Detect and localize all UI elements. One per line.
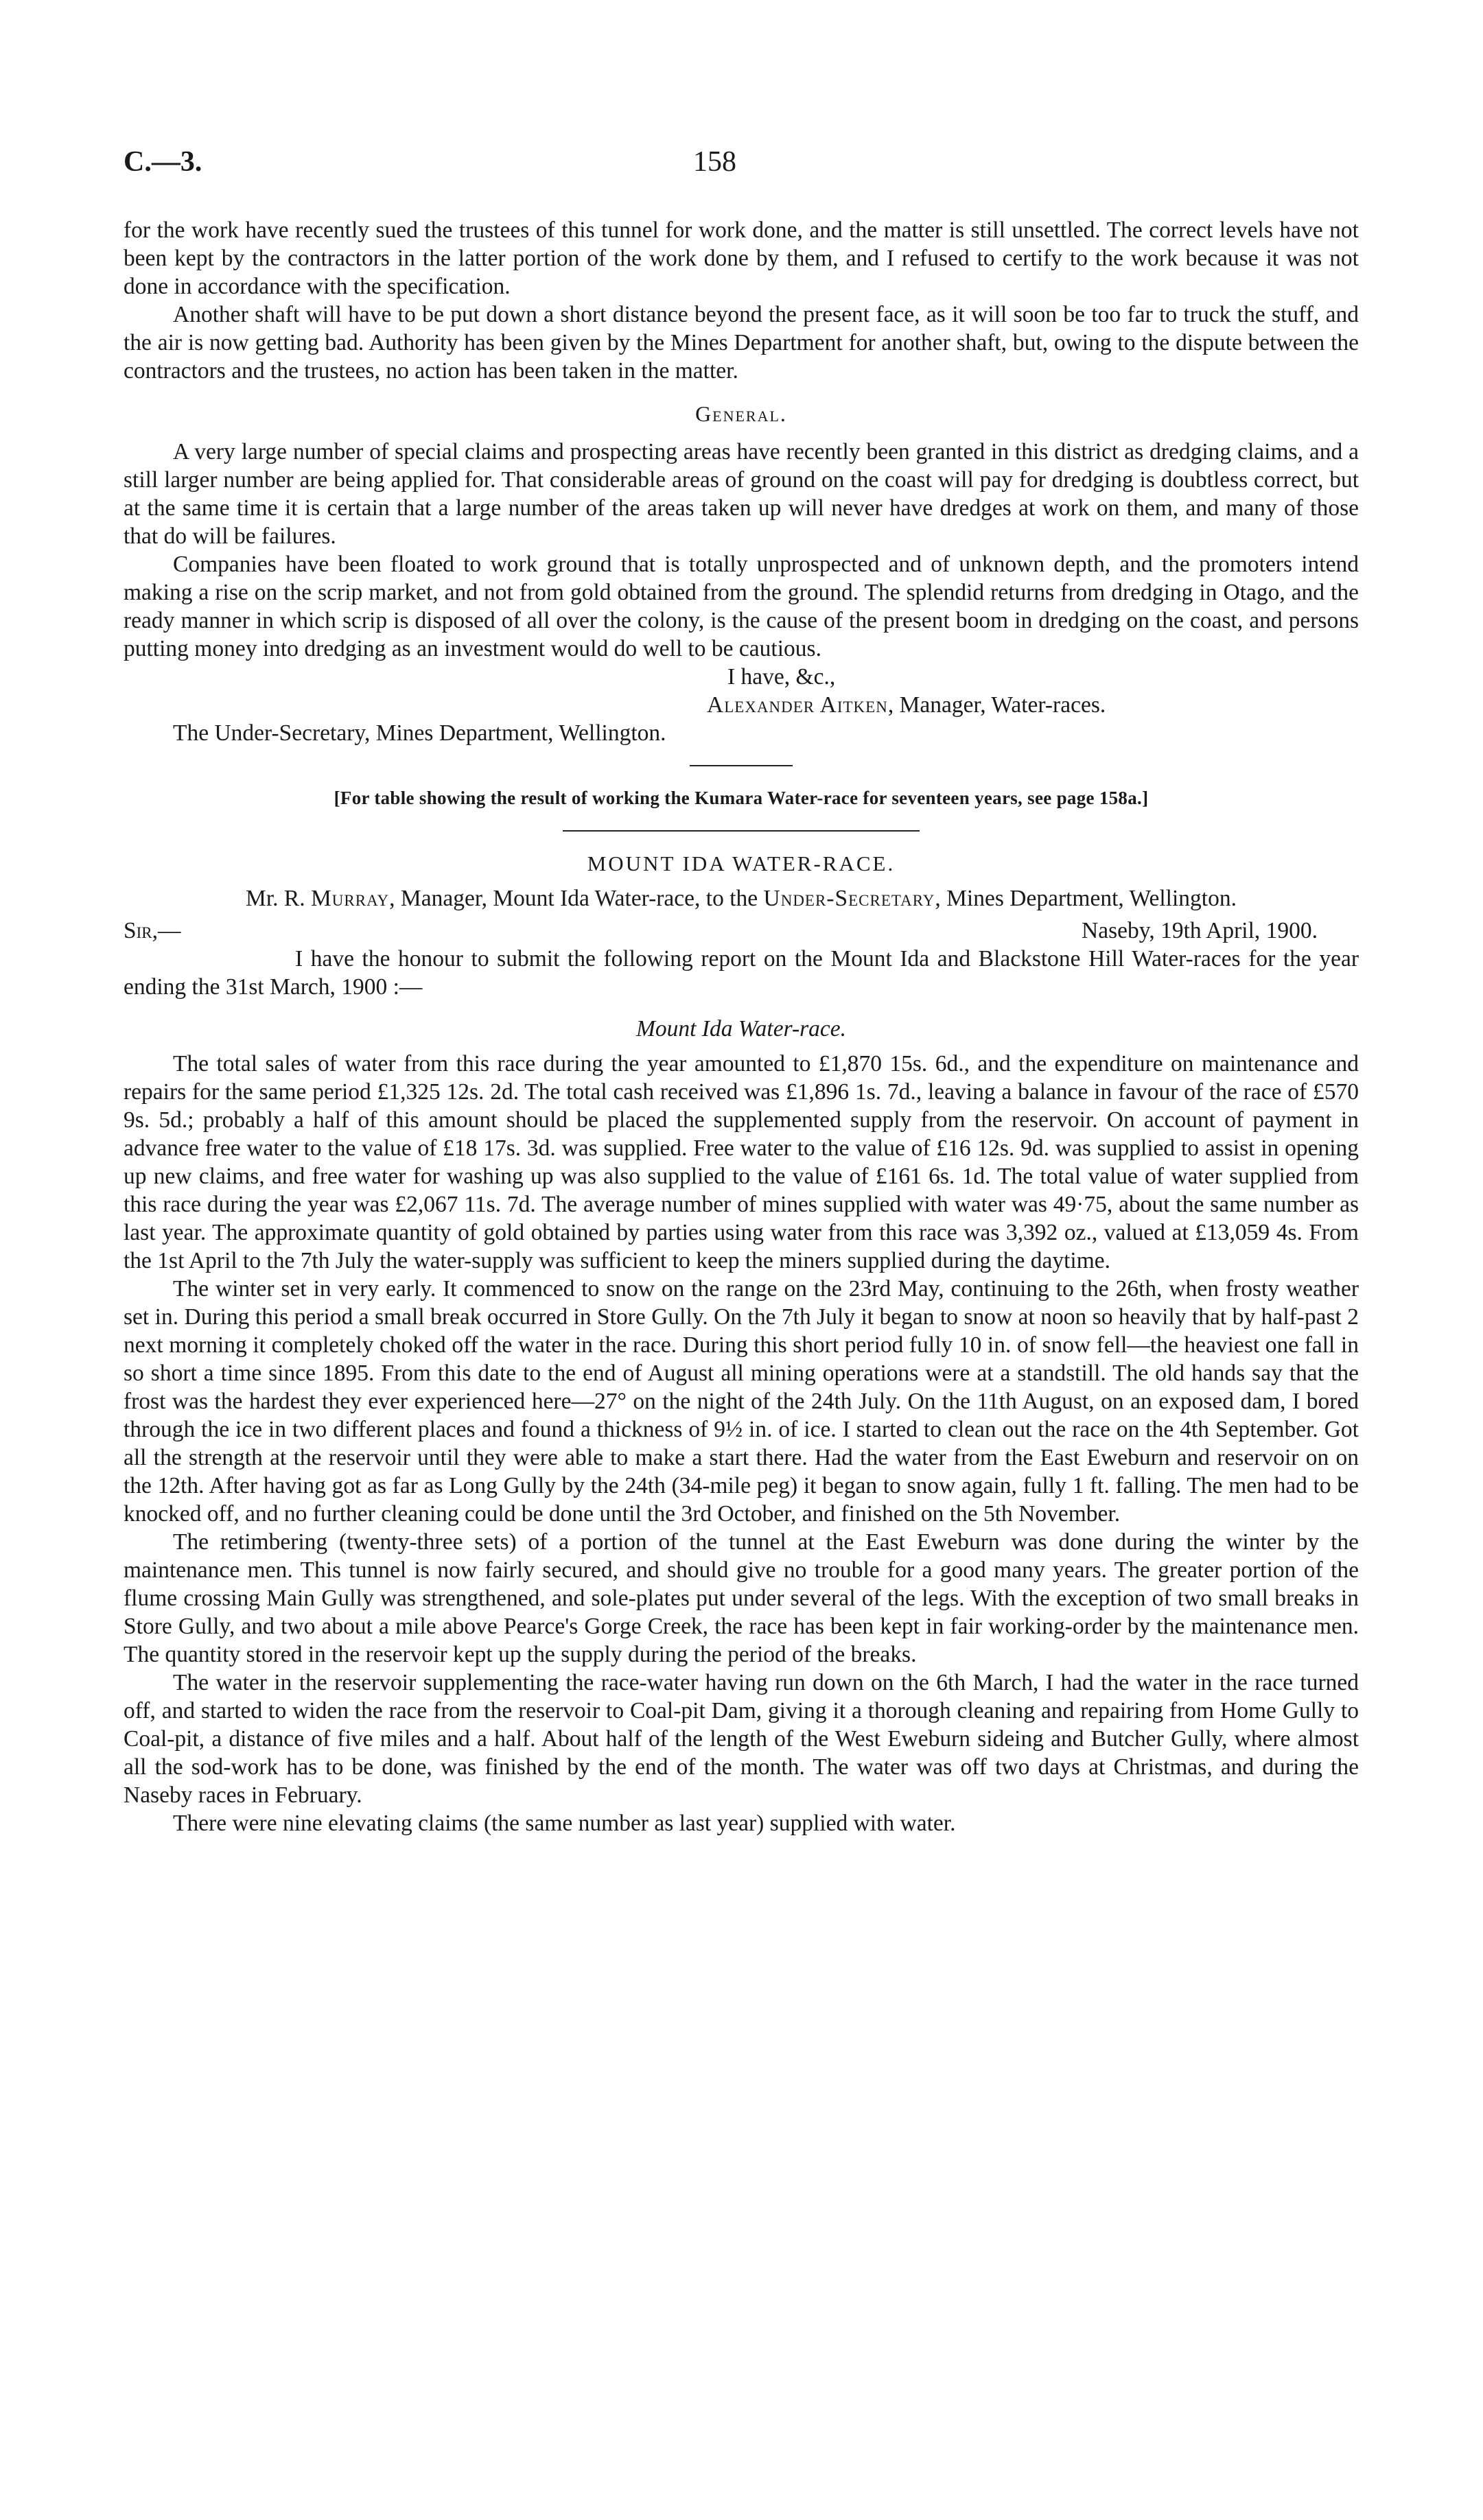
page-number: 158: [693, 146, 736, 178]
mount-ida-paragraph-4: The water in the reservoir supplementing the race-water having run down on the 6th March, I had the water in the race turned off, and started to widen the race from the reservoir to Coal-pit Dam, giving it a thorough cleaning and repairing from Home Gully to Coal-pit, a distance of five miles and a half. About half of the length of the West Eweburn sideing and Butcher Gully, where almost all the sod-work has to be done, was finished by the end of the month. The water was off two days at Christmas, and during the Naseby races in February.: [124, 1670, 1359, 1808]
salutation-row: [124, 917, 1359, 945]
general-heading: General.: [695, 401, 787, 426]
general-paragraph-1: A very large number of special claims and prospecting areas have recently been granted in this district as dredging claims, and a still larger number are being applied for. That considerable areas of ground on the coast will pay for dredging is doubtless correct, but at the same time it is certain that a large number of the areas taken up will never have dredges at work on them, and many of those that do will be failures.: [124, 439, 1359, 549]
signature-line: [707, 691, 1359, 719]
continuation-paragraph-1: for the work have recently sued the trustees of this tunnel for work done, and the matter is still unsettled. The correct levels have not been kept by the contractors in the latter portion of the work done by them, and I refused to certify to the work because it was not done in accordance with the specification.: [124, 217, 1359, 299]
letter-date: Naseby, 19th April, 1900.: [1082, 918, 1318, 943]
letter-from-to: [124, 884, 1359, 912]
page-header: [124, 148, 1359, 189]
mount-ida-title: MOUNT IDA WATER-RACE.: [587, 851, 896, 875]
document-code: C.—3.: [124, 146, 202, 178]
divider-long: [563, 830, 920, 832]
mount-ida-paragraph-1: The total sales of water from this race during the year amounted to £1,870 15s. 6d., and the expenditure on maintenance and repairs for the same period £1,325 12s. 2d. The total cash received was £1,896 1s. 7d., leaving a balance in favour of the race of £570 9s. 5d.; probably a half of this amount should be placed the supplemented supply from the reservoir. On account of payment in advance free water to the value of £18 17s. 3d. was supplied. Free water to the value of £16 12s. 9d. was supplied to assist in opening up new claims, and free water for washing up was also supplied to the value of £161 6s. 1d. The total value of water supplied from this race during the year was £2,067 11s. 7d. The average number of mines supplied with water was 49·75, about the same number as last year. The approximate quantity of gold obtained by parties using water from this race was 3,392 oz., valued at £13,059 4s. From the 1st April to the 7th July the water-supply was sufficient to keep the miners supplied during the daytime.: [124, 1051, 1359, 1273]
body-text: [124, 216, 1359, 1837]
from-middle: , Manager, Mount Ida Water-race, to the: [389, 886, 764, 911]
to-name: Under-Secretary: [763, 886, 935, 911]
salutation: Sir,—: [124, 918, 181, 943]
to-suffix: , Mines Department, Wellington.: [935, 886, 1237, 911]
from-name: Murray: [310, 886, 390, 911]
mount-ida-paragraph-2: The winter set in very early. It commenced to snow on the range on the 23rd May, continuing to the 26th, when frosty weather set in. During this period a small break occurred in Store Gully. On the 7th July it began to snow at noon so heavily that by half-past 2 next morning it completely choked off the water in the race. During this short period fully 10 in. of snow fell—the heaviest one fall in so short a time since 1895. From this date to the end of August all mining operations were at a standstill. The old hands say that the frost was the hardest they ever experienced here—27° on the night of the 24th July. On the 11th August, on an exposed dam, I bored through the ice in two different places and found a thickness of 9½ in. of ice. I started to clean out the race on the 4th September. Got all the strength at the reservoir until they were able to make a start there. Had the water from the East Eweburn and reservoir on on the 12th. After having got as far as Long Gully by the 24th (34-mile peg) it began to snow again, fully 1 ft. falling. The men had to be knocked off, and no further cleaning could be done until the 3rd October, and finished on the 5th November.: [124, 1276, 1359, 1527]
signer-name: Alexander Aitken: [707, 692, 888, 718]
addressee: The Under-Secretary, Mines Department, Wellington.: [173, 720, 666, 746]
general-paragraph-2: Companies have been floated to work ground that is totally unprospected and of unknown depth, and the promoters intend making a rise on the scrip market, and not from gold obtained from the ground. The splendid returns from dredging in Otago, and the ready manner in which scrip is disposed of all over the colony, is the cause of the present boom in dredging on the coast, and persons putting money into dredging as an investment would do well to be cautious.: [124, 552, 1359, 661]
mount-ida-subheading: Mount Ida Water-race.: [635, 1016, 847, 1041]
intro-paragraph: I have the honour to submit the following report on the Mount Ida and Blackstone Hill Water-races for the year ending the 31st March, 1900 :—: [124, 946, 1359, 1000]
from-prefix: Mr. R.: [246, 886, 311, 911]
table-reference-note: [For table showing the result of working the Kumara Water-race for seventeen years, see page 158a.]: [334, 788, 1149, 808]
continuation-paragraph-2: Another shaft will have to be put down a short distance beyond the present face, as it will soon be too far to truck the stuff, and the air is now getting bad. Authority has been given by the Mines Department for another shaft, but, owing to the dispute between the contractors and the trustees, no action has been taken in the matter.: [124, 302, 1359, 384]
letter-closing: I have, &c.,: [727, 664, 836, 690]
mount-ida-paragraph-5: There were nine elevating claims (the same number as last year) supplied with water.: [173, 1811, 956, 1836]
mount-ida-paragraph-3: The retimbering (twenty-three sets) of a portion of the tunnel at the East Eweburn was done during the winter by the maintenance men. This tunnel is now fairly secured, and should give no trouble for a good many years. The greater portion of the flume crossing Main Gully was strengthened, and sole-plates put under several of the legs. With the exception of two small breaks in Store Gully, and two about a mile above Pearce's Gorge Creek, the race has been kept in fair working-order by the maintenance men. The quantity stored in the reservoir kept up the supply during the period of the breaks.: [124, 1529, 1359, 1667]
signer-title: , Manager, Water-races.: [887, 692, 1106, 718]
divider-short: [690, 765, 793, 766]
